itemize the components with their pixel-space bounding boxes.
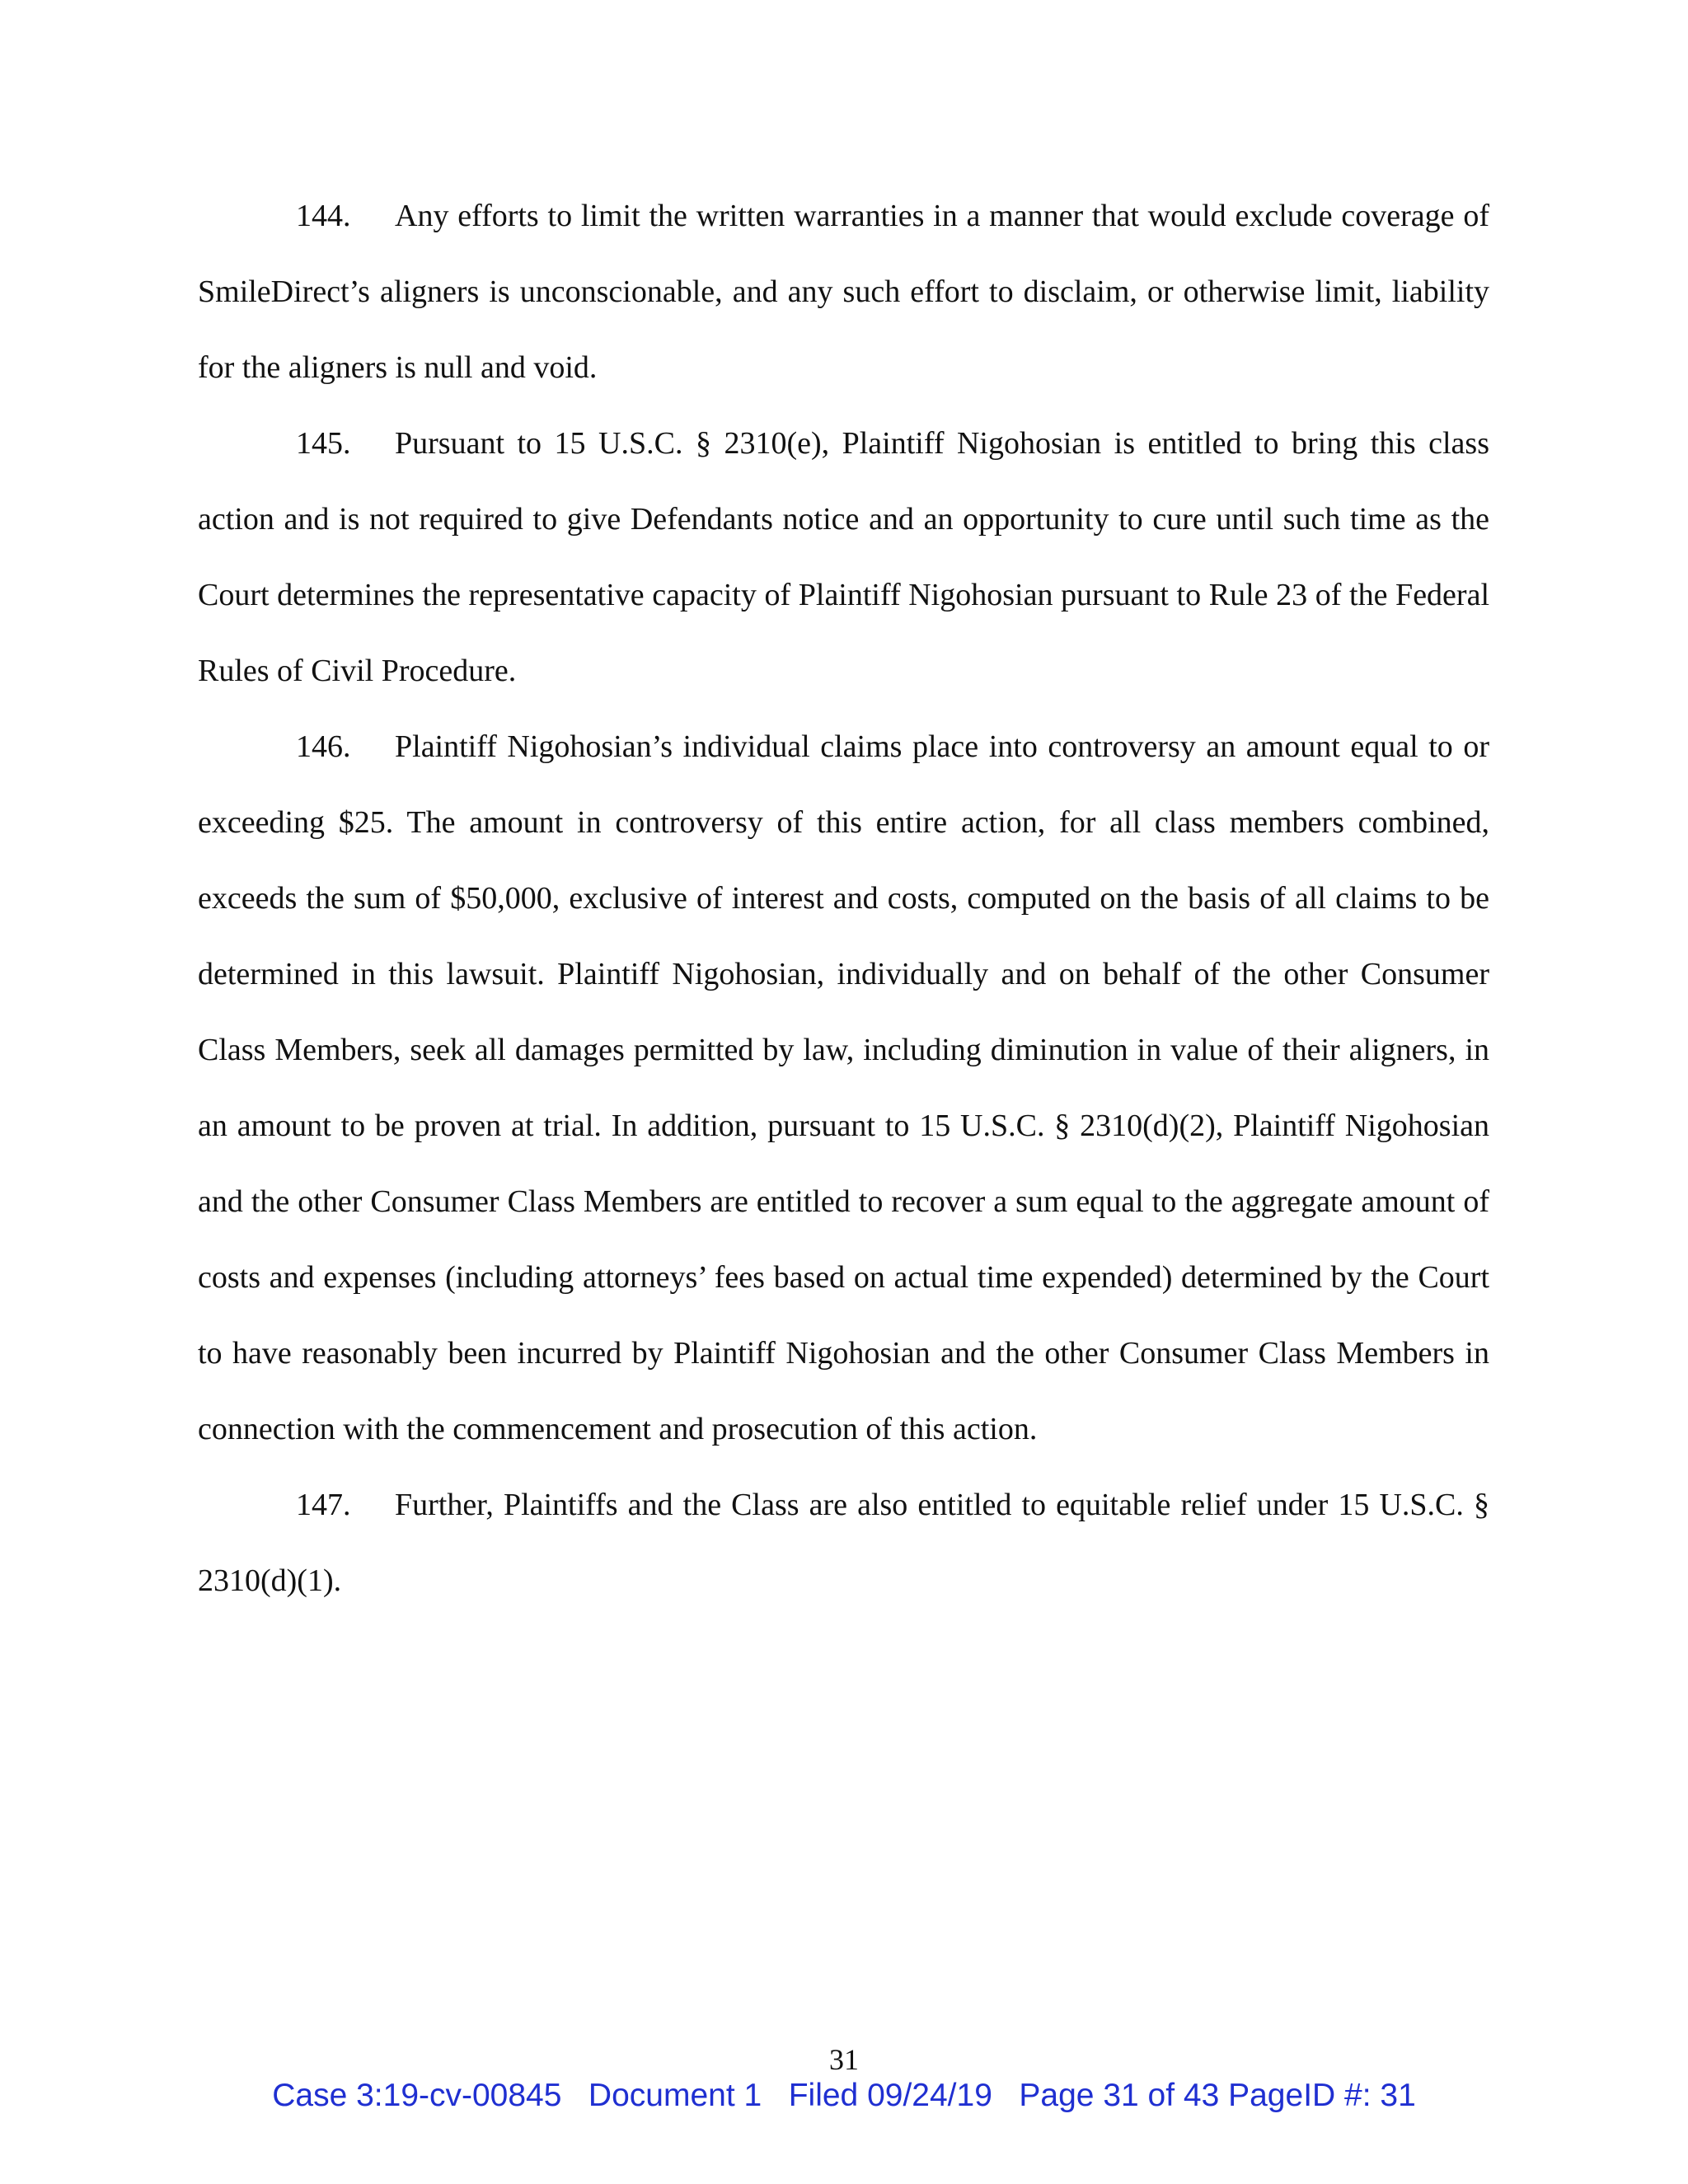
document-body [198, 178, 1489, 1619]
paragraph-number: 144. [296, 199, 351, 233]
paragraph-number: 147. [296, 1488, 351, 1522]
paragraph-text: Further, Plaintiffs and the Class are also entitled to equitable relief under 15 U.S.C. § 2310(d)(1). [198, 1488, 1489, 1598]
paragraph-146 [198, 709, 1489, 1467]
paragraph-number: 146. [296, 729, 351, 764]
paragraph-147 [198, 1467, 1489, 1619]
case-filing-stamp: Case 3:19-cv-00845 Document 1 Filed 09/24/19 Page 31 of 43 PageID #: 31 [272, 2078, 1416, 2113]
paragraph-text: Plaintiff Nigohosian’s individual claims place into controversy an amount equal to or exceeding $25. The amount in controversy of this entire action, for all class members combined, exceeds the sum of $50,000, exclusive of interest and costs, computed on the basis of all claims to be determined in this lawsuit. Plaintiff Nigohosian, individually and on behalf of the other Consumer Class Members, seek all damages permitted by law, including diminution in value of their aligners, in an amount to be proven at trial. In addition, pursuant to 15 U.S.C. § 2310(d)(2), Plaintiff Nigohosian and the other Consumer Class Members are entitled to recover a sum equal to the aggregate amount of costs and expenses (including attorneys’ fees based on actual time expended) determined by the Court to have reasonably been incurred by Plaintiff Nigohosian and the other Consumer Class Members in connection with the commencement and prosecution of this action. [198, 729, 1489, 1446]
paragraph-number: 145. [296, 426, 351, 461]
page-number: 31 [829, 2043, 859, 2076]
paragraph-text: Pursuant to 15 U.S.C. § 2310(e), Plaintiff Nigohosian is entitled to bring this class action and is not required to give Defendants notice and an opportunity to cure until such time as the Court determines the representative capacity of Plaintiff Nigohosian pursuant to Rule 23 of the Federal Rules of Civil Procedure. [198, 426, 1489, 688]
paragraph-text: Any efforts to limit the written warranties in a manner that would exclude coverage of SmileDirect’s aligners is unconscionable, and any such effort to disclaim, or otherwise limit, liability for the aligners is null and void. [198, 199, 1489, 385]
paragraph-145 [198, 405, 1489, 709]
paragraph-144 [198, 178, 1489, 405]
